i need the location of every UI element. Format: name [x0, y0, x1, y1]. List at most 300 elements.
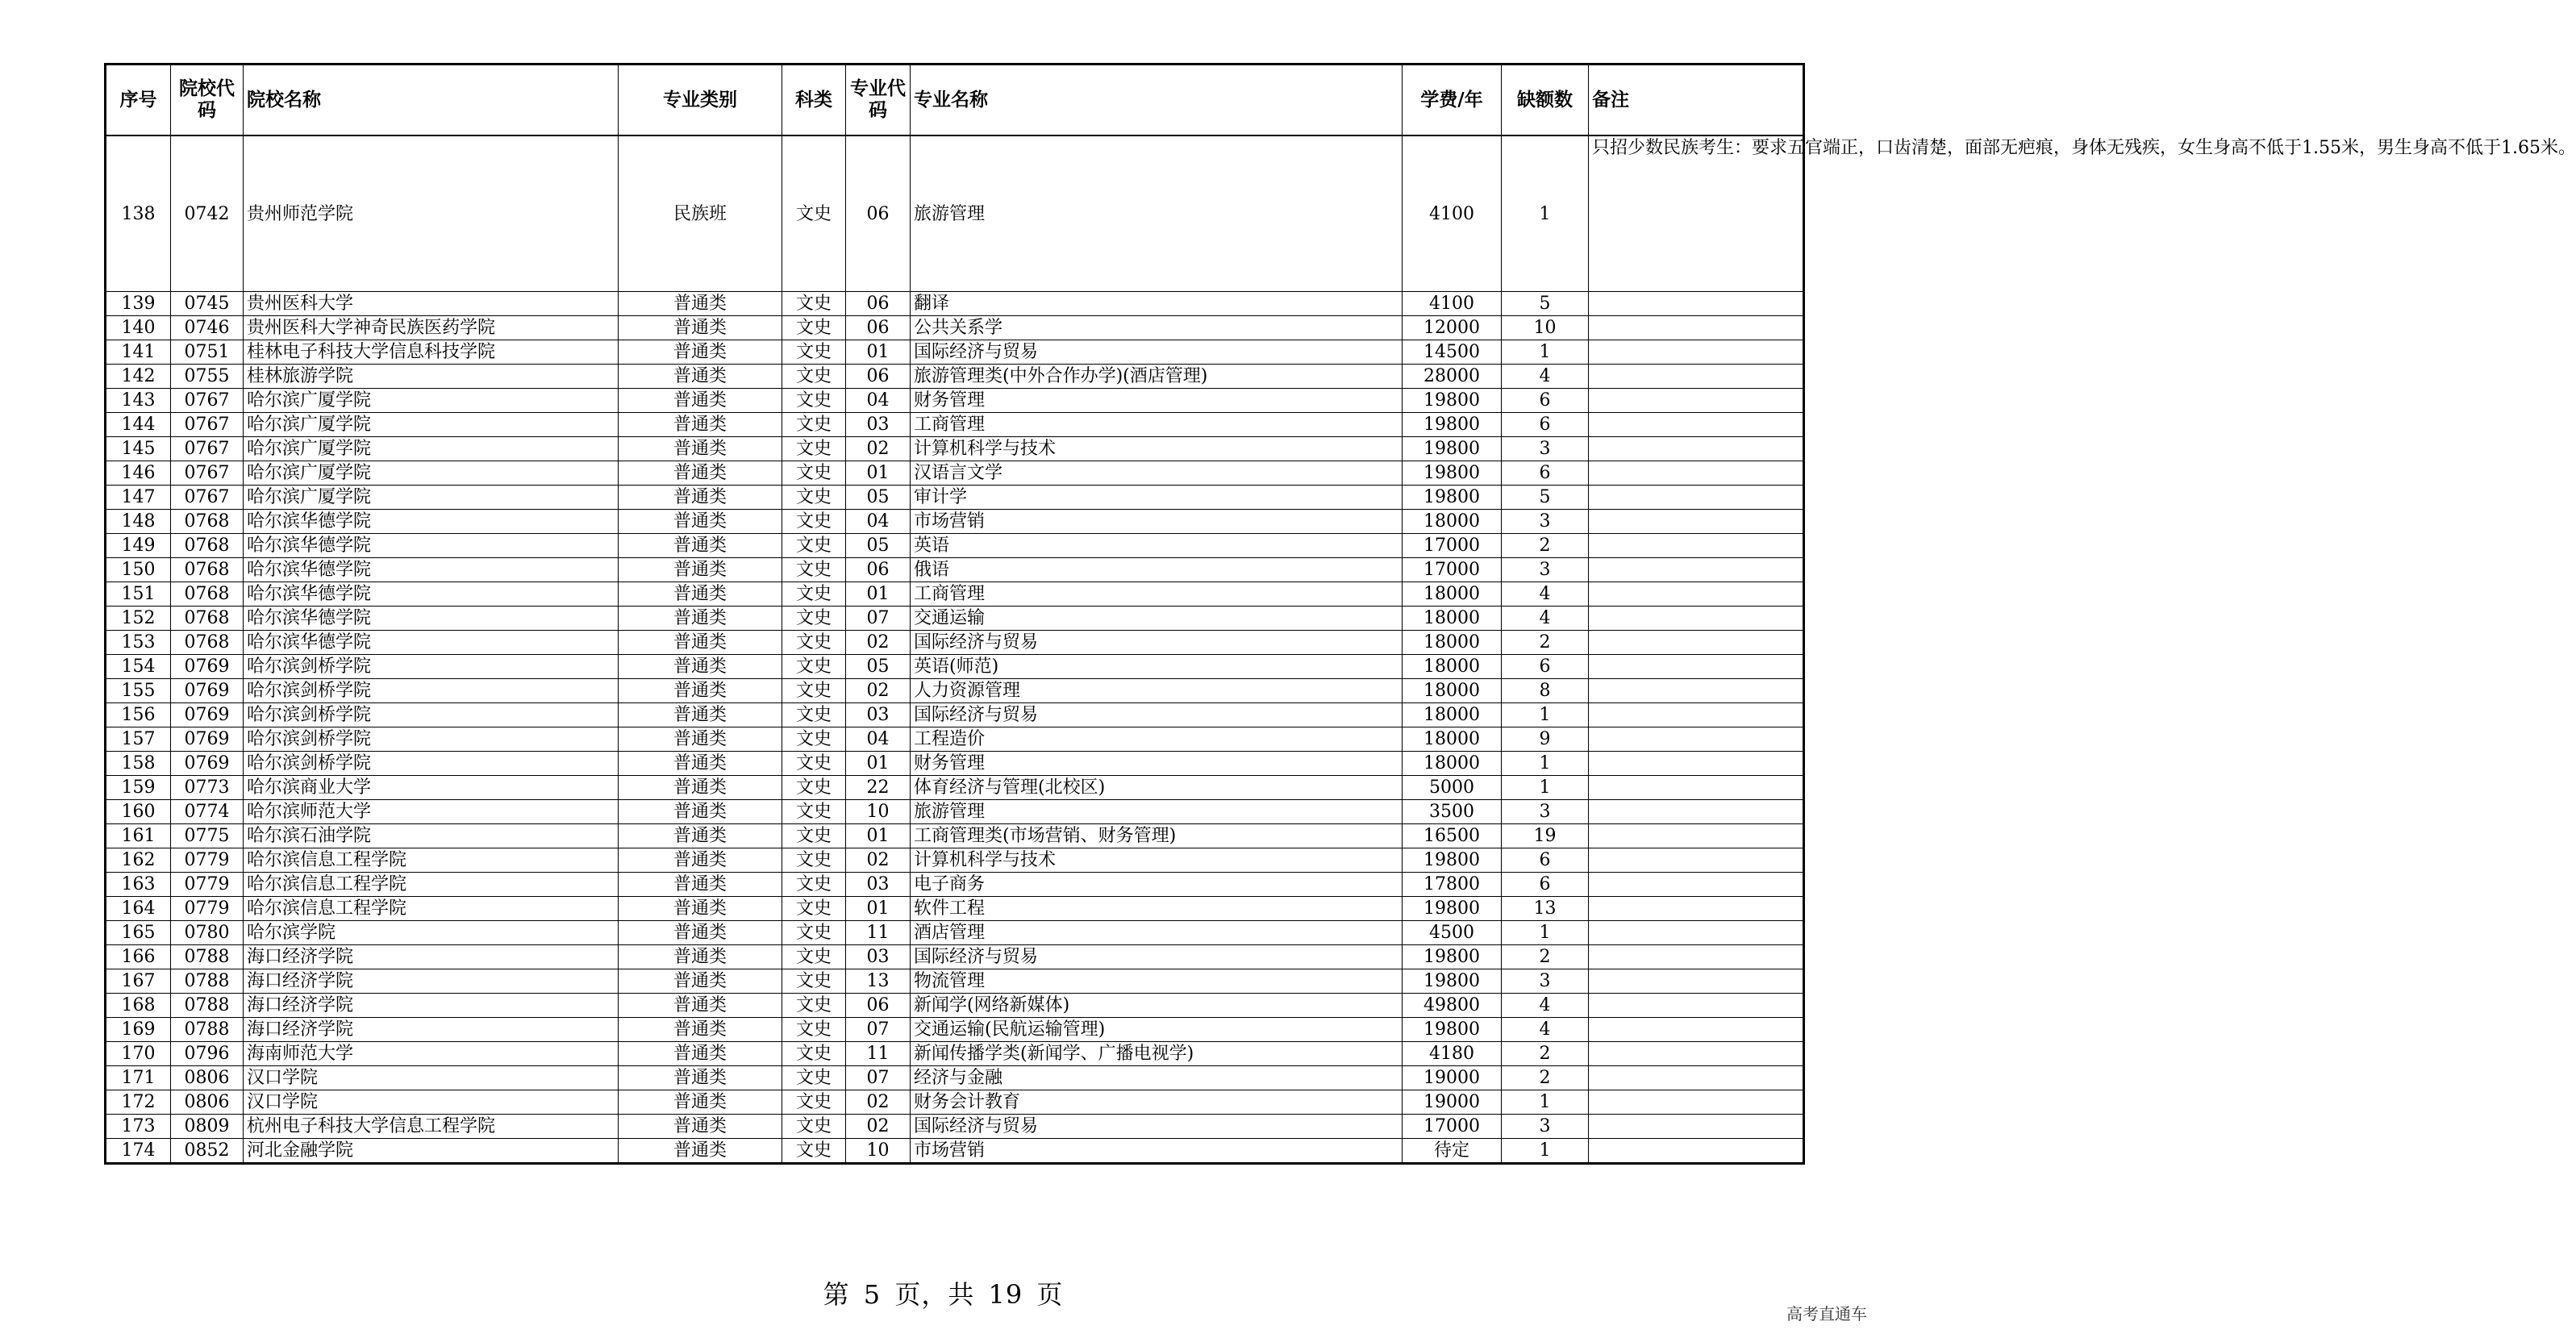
cell-category: 普通类 [619, 727, 782, 752]
cell-school-code: 0775 [171, 824, 244, 848]
cell-tuition: 18000 [1403, 679, 1502, 703]
cell-major-name: 国际经济与贸易 [911, 340, 1403, 365]
cell-seq: 173 [106, 1115, 171, 1139]
cell-category: 普通类 [619, 873, 782, 897]
footer-mid: 页，共 [894, 1279, 975, 1310]
cell-vacancies: 4 [1502, 365, 1589, 389]
cell-school-code: 0788 [171, 1018, 244, 1042]
table-row [106, 486, 1804, 510]
cell-vacancies: 6 [1502, 461, 1589, 486]
cell-seq: 172 [106, 1090, 171, 1115]
table-row [106, 389, 1804, 413]
cell-subject: 文史 [782, 1115, 846, 1139]
cell-school-code: 0809 [171, 1115, 244, 1139]
cell-major-name: 英语 [911, 534, 1403, 558]
cell-school-name: 海口经济学院 [244, 994, 619, 1018]
cell-school-code: 0773 [171, 776, 244, 800]
cell-school-name: 桂林电子科技大学信息科技学院 [244, 340, 619, 365]
cell-tuition: 19800 [1403, 389, 1502, 413]
cell-major-code: 10 [846, 1139, 911, 1164]
cell-seq: 164 [106, 897, 171, 921]
cell-school-code: 0768 [171, 534, 244, 558]
cell-major-code: 06 [846, 558, 911, 582]
cell-major-name: 市场营销 [911, 1139, 1403, 1164]
cell-seq: 138 [106, 135, 171, 292]
cell-tuition: 19800 [1403, 437, 1502, 461]
table-row [106, 437, 1804, 461]
cell-seq: 156 [106, 703, 171, 727]
cell-note [1589, 292, 1804, 316]
cell-vacancies: 6 [1502, 848, 1589, 873]
cell-school-name: 桂林旅游学院 [244, 365, 619, 389]
cell-seq: 159 [106, 776, 171, 800]
cell-vacancies: 8 [1502, 679, 1589, 703]
cell-vacancies: 4 [1502, 994, 1589, 1018]
cell-note [1589, 679, 1804, 703]
cell-major-name: 国际经济与贸易 [911, 703, 1403, 727]
cell-major-name: 新闻学(网络新媒体) [911, 994, 1403, 1018]
cell-major-code: 03 [846, 873, 911, 897]
cell-category: 普通类 [619, 1042, 782, 1066]
cell-vacancies: 9 [1502, 727, 1589, 752]
cell-subject: 文史 [782, 607, 846, 631]
cell-major-code: 02 [846, 1115, 911, 1139]
table-body [106, 135, 2576, 1164]
cell-category: 普通类 [619, 316, 782, 340]
cell-subject: 文史 [782, 848, 846, 873]
cell-major-name: 工商管理 [911, 582, 1403, 607]
cell-vacancies: 2 [1502, 534, 1589, 558]
cell-tuition: 待定 [1403, 1139, 1502, 1164]
cell-vacancies: 5 [1502, 292, 1589, 316]
cell-vacancies: 3 [1502, 510, 1589, 534]
cell-school-name: 哈尔滨华德学院 [244, 534, 619, 558]
cell-vacancies: 6 [1502, 873, 1589, 897]
cell-tuition: 3500 [1403, 800, 1502, 824]
cell-major-name: 计算机科学与技术 [911, 437, 1403, 461]
cell-major-name: 审计学 [911, 486, 1403, 510]
cell-school-name: 哈尔滨广厦学院 [244, 413, 619, 437]
cell-major-code: 01 [846, 824, 911, 848]
cell-school-name: 哈尔滨石油学院 [244, 824, 619, 848]
cell-category: 普通类 [619, 1090, 782, 1115]
cell-subject: 文史 [782, 486, 846, 510]
cell-subject: 文史 [782, 365, 846, 389]
cell-major-name: 旅游管理 [911, 800, 1403, 824]
cell-note [1589, 1018, 1804, 1042]
cell-school-code: 0768 [171, 582, 244, 607]
cell-school-code: 0746 [171, 316, 244, 340]
cell-major-code: 10 [846, 800, 911, 824]
cell-school-code: 0768 [171, 607, 244, 631]
cell-tuition: 12000 [1403, 316, 1502, 340]
footer-page-number: 5 [863, 1279, 882, 1310]
cell-note [1589, 655, 1804, 679]
cell-school-code: 0755 [171, 365, 244, 389]
cell-subject: 文史 [782, 994, 846, 1018]
cell-subject: 文史 [782, 752, 846, 776]
header-row [106, 65, 1804, 136]
cell-seq: 144 [106, 413, 171, 437]
cell-category: 民族班 [619, 135, 782, 292]
cell-category: 普通类 [619, 800, 782, 824]
table-row [106, 1018, 1804, 1042]
table-row [106, 679, 1804, 703]
cell-school-code: 0769 [171, 679, 244, 703]
cell-category: 普通类 [619, 679, 782, 703]
cell-major-code: 04 [846, 389, 911, 413]
cell-seq: 158 [106, 752, 171, 776]
cell-school-name: 汉口学院 [244, 1090, 619, 1115]
cell-note [1589, 897, 1804, 921]
cell-tuition: 19800 [1403, 897, 1502, 921]
cell-school-code: 0780 [171, 921, 244, 945]
cell-school-code: 0769 [171, 655, 244, 679]
cell-tuition: 49800 [1403, 994, 1502, 1018]
cell-school-name: 海南师范大学 [244, 1042, 619, 1066]
cell-major-code: 11 [846, 921, 911, 945]
cell-school-name: 哈尔滨华德学院 [244, 582, 619, 607]
cell-major-code: 07 [846, 607, 911, 631]
header-subject: 科类 [782, 65, 846, 136]
cell-category: 普通类 [619, 510, 782, 534]
cell-subject: 文史 [782, 582, 846, 607]
cell-major-code: 01 [846, 340, 911, 365]
cell-school-code: 0767 [171, 413, 244, 437]
cell-major-code: 03 [846, 413, 911, 437]
cell-seq: 160 [106, 800, 171, 824]
cell-major-code: 02 [846, 1090, 911, 1115]
cell-note [1589, 510, 1804, 534]
cell-major-code: 01 [846, 582, 911, 607]
cell-vacancies: 1 [1502, 135, 1589, 292]
cell-major-code: 06 [846, 994, 911, 1018]
table-row [106, 752, 1804, 776]
cell-subject: 文史 [782, 776, 846, 800]
cell-tuition: 18000 [1403, 510, 1502, 534]
table-row [106, 994, 1804, 1018]
cell-tuition: 18000 [1403, 752, 1502, 776]
cell-school-name: 河北金融学院 [244, 1139, 619, 1164]
cell-note [1589, 776, 1804, 800]
cell-subject: 文史 [782, 824, 846, 848]
cell-major-code: 22 [846, 776, 911, 800]
cell-school-code: 0742 [171, 135, 244, 292]
cell-tuition: 16500 [1403, 824, 1502, 848]
cell-tuition: 28000 [1403, 365, 1502, 389]
cell-category: 普通类 [619, 340, 782, 365]
cell-school-name: 哈尔滨广厦学院 [244, 389, 619, 413]
cell-major-name: 国际经济与贸易 [911, 945, 1403, 969]
cell-note [1589, 413, 1804, 437]
cell-school-code: 0751 [171, 340, 244, 365]
cell-subject: 文史 [782, 1042, 846, 1066]
cell-major-name: 酒店管理 [911, 921, 1403, 945]
cell-major-code: 06 [846, 365, 911, 389]
cell-major-name: 翻译 [911, 292, 1403, 316]
cell-subject: 文史 [782, 437, 846, 461]
cell-note [1589, 994, 1804, 1018]
cell-major-name: 财务会计教育 [911, 1090, 1403, 1115]
cell-school-code: 0767 [171, 486, 244, 510]
cell-school-name: 哈尔滨广厦学院 [244, 437, 619, 461]
table-row [106, 1090, 1804, 1115]
cell-seq: 167 [106, 969, 171, 994]
cell-major-code: 05 [846, 486, 911, 510]
cell-category: 普通类 [619, 1115, 782, 1139]
cell-vacancies: 10 [1502, 316, 1589, 340]
cell-vacancies: 4 [1502, 607, 1589, 631]
cell-vacancies: 2 [1502, 631, 1589, 655]
cell-school-name: 杭州电子科技大学信息工程学院 [244, 1115, 619, 1139]
cell-note: 只招少数民族考生：要求五官端正，口齿清楚，面部无疤痕，身体无残疾，女生身高不低于1.55米，男生身高不低于1.65米。 [1589, 135, 1804, 292]
cell-subject: 文史 [782, 461, 846, 486]
cell-major-name: 体育经济与管理(北校区) [911, 776, 1403, 800]
cell-category: 普通类 [619, 969, 782, 994]
cell-vacancies: 1 [1502, 703, 1589, 727]
header-major-code: 专业代码 [846, 65, 911, 136]
cell-seq: 161 [106, 824, 171, 848]
cell-seq: 165 [106, 921, 171, 945]
cell-major-code: 02 [846, 631, 911, 655]
cell-seq: 141 [106, 340, 171, 365]
cell-vacancies: 1 [1502, 1090, 1589, 1115]
table-row [106, 461, 1804, 486]
cell-school-name: 哈尔滨华德学院 [244, 631, 619, 655]
cell-vacancies: 2 [1502, 1042, 1589, 1066]
cell-vacancies: 3 [1502, 437, 1589, 461]
cell-category: 普通类 [619, 365, 782, 389]
cell-school-code: 0806 [171, 1090, 244, 1115]
cell-category: 普通类 [619, 655, 782, 679]
header-seq: 序号 [106, 65, 171, 136]
header-major-name: 专业名称 [911, 65, 1403, 136]
cell-seq: 139 [106, 292, 171, 316]
cell-category: 普通类 [619, 534, 782, 558]
cell-category: 普通类 [619, 994, 782, 1018]
cell-category: 普通类 [619, 1066, 782, 1090]
cell-note [1589, 800, 1804, 824]
header-tuition: 学费/年 [1403, 65, 1502, 136]
cell-major-code: 05 [846, 655, 911, 679]
table-row [106, 365, 1804, 389]
cell-major-code: 11 [846, 1042, 911, 1066]
cell-tuition: 18000 [1403, 703, 1502, 727]
cell-school-code: 0788 [171, 969, 244, 994]
cell-school-name: 海口经济学院 [244, 945, 619, 969]
cell-seq: 148 [106, 510, 171, 534]
cell-school-code: 0768 [171, 510, 244, 534]
cell-major-name: 国际经济与贸易 [911, 631, 1403, 655]
header-note: 备注 [1589, 65, 1804, 136]
cell-note [1589, 824, 1804, 848]
cell-major-name: 交通运输(民航运输管理) [911, 1018, 1403, 1042]
table-row [106, 316, 1804, 340]
cell-tuition: 5000 [1403, 776, 1502, 800]
cell-seq: 145 [106, 437, 171, 461]
cell-tuition: 19800 [1403, 486, 1502, 510]
cell-subject: 文史 [782, 1090, 846, 1115]
cell-major-code: 02 [846, 848, 911, 873]
cell-major-code: 01 [846, 752, 911, 776]
cell-category: 普通类 [619, 607, 782, 631]
cell-major-name: 工商管理 [911, 413, 1403, 437]
cell-major-code: 01 [846, 897, 911, 921]
cell-school-name: 海口经济学院 [244, 969, 619, 994]
cell-tuition: 4100 [1403, 135, 1502, 292]
table-row [106, 413, 1804, 437]
cell-note [1589, 486, 1804, 510]
cell-subject: 文史 [782, 727, 846, 752]
cell-tuition: 19800 [1403, 461, 1502, 486]
cell-major-code: 06 [846, 135, 911, 292]
cell-school-name: 哈尔滨剑桥学院 [244, 727, 619, 752]
cell-school-name: 哈尔滨剑桥学院 [244, 703, 619, 727]
cell-subject: 文史 [782, 413, 846, 437]
cell-note [1589, 340, 1804, 365]
cell-subject: 文史 [782, 1066, 846, 1090]
cell-major-code: 07 [846, 1066, 911, 1090]
cell-school-code: 0774 [171, 800, 244, 824]
table-row [106, 873, 1804, 897]
cell-school-name: 哈尔滨剑桥学院 [244, 679, 619, 703]
table-row [106, 582, 1804, 607]
table-row [106, 1042, 1804, 1066]
cell-category: 普通类 [619, 921, 782, 945]
cell-seq: 142 [106, 365, 171, 389]
cell-note [1589, 558, 1804, 582]
cell-school-name: 哈尔滨学院 [244, 921, 619, 945]
cell-subject: 文史 [782, 1139, 846, 1164]
cell-major-name: 工商管理类(市场营销、财务管理) [911, 824, 1403, 848]
cell-major-code: 05 [846, 534, 911, 558]
cell-major-code: 01 [846, 461, 911, 486]
cell-vacancies: 3 [1502, 969, 1589, 994]
cell-school-code: 0852 [171, 1139, 244, 1164]
cell-school-code: 0788 [171, 994, 244, 1018]
cell-category: 普通类 [619, 703, 782, 727]
cell-vacancies: 1 [1502, 752, 1589, 776]
cell-tuition: 19000 [1403, 1090, 1502, 1115]
cell-seq: 163 [106, 873, 171, 897]
cell-tuition: 17000 [1403, 558, 1502, 582]
cell-vacancies: 2 [1502, 1066, 1589, 1090]
cell-tuition: 19800 [1403, 945, 1502, 969]
table-row [106, 558, 1804, 582]
cell-note [1589, 316, 1804, 340]
cell-seq: 174 [106, 1139, 171, 1164]
cell-subject: 文史 [782, 945, 846, 969]
cell-vacancies: 2 [1502, 945, 1589, 969]
cell-note [1589, 1066, 1804, 1090]
cell-note [1589, 727, 1804, 752]
cell-subject: 文史 [782, 800, 846, 824]
cell-vacancies: 5 [1502, 486, 1589, 510]
admission-table [104, 63, 2576, 1165]
table-row [106, 607, 1804, 631]
cell-school-code: 0779 [171, 873, 244, 897]
cell-tuition: 17800 [1403, 873, 1502, 897]
cell-tuition: 18000 [1403, 727, 1502, 752]
cell-school-code: 0768 [171, 558, 244, 582]
cell-subject: 文史 [782, 135, 846, 292]
cell-vacancies: 4 [1502, 582, 1589, 607]
cell-tuition: 19800 [1403, 1018, 1502, 1042]
cell-school-code: 0796 [171, 1042, 244, 1066]
cell-school-code: 0806 [171, 1066, 244, 1090]
cell-school-name: 哈尔滨华德学院 [244, 510, 619, 534]
cell-school-name: 哈尔滨华德学院 [244, 607, 619, 631]
cell-seq: 169 [106, 1018, 171, 1042]
cell-major-name: 软件工程 [911, 897, 1403, 921]
cell-school-code: 0779 [171, 848, 244, 873]
cell-tuition: 18000 [1403, 631, 1502, 655]
cell-note [1589, 873, 1804, 897]
cell-major-name: 工程造价 [911, 727, 1403, 752]
cell-school-name: 哈尔滨信息工程学院 [244, 848, 619, 873]
cell-seq: 150 [106, 558, 171, 582]
table-row [106, 848, 1804, 873]
cell-tuition: 19800 [1403, 413, 1502, 437]
cell-school-name: 海口经济学院 [244, 1018, 619, 1042]
cell-seq: 157 [106, 727, 171, 752]
cell-note [1589, 1090, 1804, 1115]
cell-major-name: 公共关系学 [911, 316, 1403, 340]
cell-vacancies: 1 [1502, 340, 1589, 365]
cell-category: 普通类 [619, 848, 782, 873]
cell-vacancies: 1 [1502, 776, 1589, 800]
table-row [106, 1066, 1804, 1090]
cell-seq: 168 [106, 994, 171, 1018]
cell-subject: 文史 [782, 921, 846, 945]
cell-tuition: 18000 [1403, 607, 1502, 631]
cell-category: 普通类 [619, 1018, 782, 1042]
cell-school-code: 0769 [171, 703, 244, 727]
cell-subject: 文史 [782, 703, 846, 727]
cell-vacancies: 6 [1502, 389, 1589, 413]
cell-major-name: 俄语 [911, 558, 1403, 582]
cell-major-name: 旅游管理类(中外合作办学)(酒店管理) [911, 365, 1403, 389]
table-row [106, 969, 1804, 994]
header-school-name: 院校名称 [244, 65, 619, 136]
cell-seq: 154 [106, 655, 171, 679]
cell-school-name: 哈尔滨师范大学 [244, 800, 619, 824]
cell-category: 普通类 [619, 1139, 782, 1164]
cell-major-code: 02 [846, 679, 911, 703]
cell-major-name: 电子商务 [911, 873, 1403, 897]
cell-school-name: 哈尔滨商业大学 [244, 776, 619, 800]
table-row [106, 897, 1804, 921]
cell-note [1589, 461, 1804, 486]
cell-category: 普通类 [619, 413, 782, 437]
cell-school-name: 哈尔滨华德学院 [244, 558, 619, 582]
cell-subject: 文史 [782, 292, 846, 316]
cell-seq: 155 [106, 679, 171, 703]
cell-tuition: 4100 [1403, 292, 1502, 316]
table-row [106, 824, 1804, 848]
footer-total-pages: 19 [988, 1279, 1023, 1310]
table-row [106, 135, 1804, 292]
cell-seq: 170 [106, 1042, 171, 1066]
cell-school-code: 0769 [171, 727, 244, 752]
cell-category: 普通类 [619, 897, 782, 921]
table-row [106, 655, 1804, 679]
cell-note [1589, 607, 1804, 631]
cell-major-name: 经济与金融 [911, 1066, 1403, 1090]
cell-school-name: 哈尔滨剑桥学院 [244, 752, 619, 776]
cell-note [1589, 752, 1804, 776]
cell-major-name: 人力资源管理 [911, 679, 1403, 703]
